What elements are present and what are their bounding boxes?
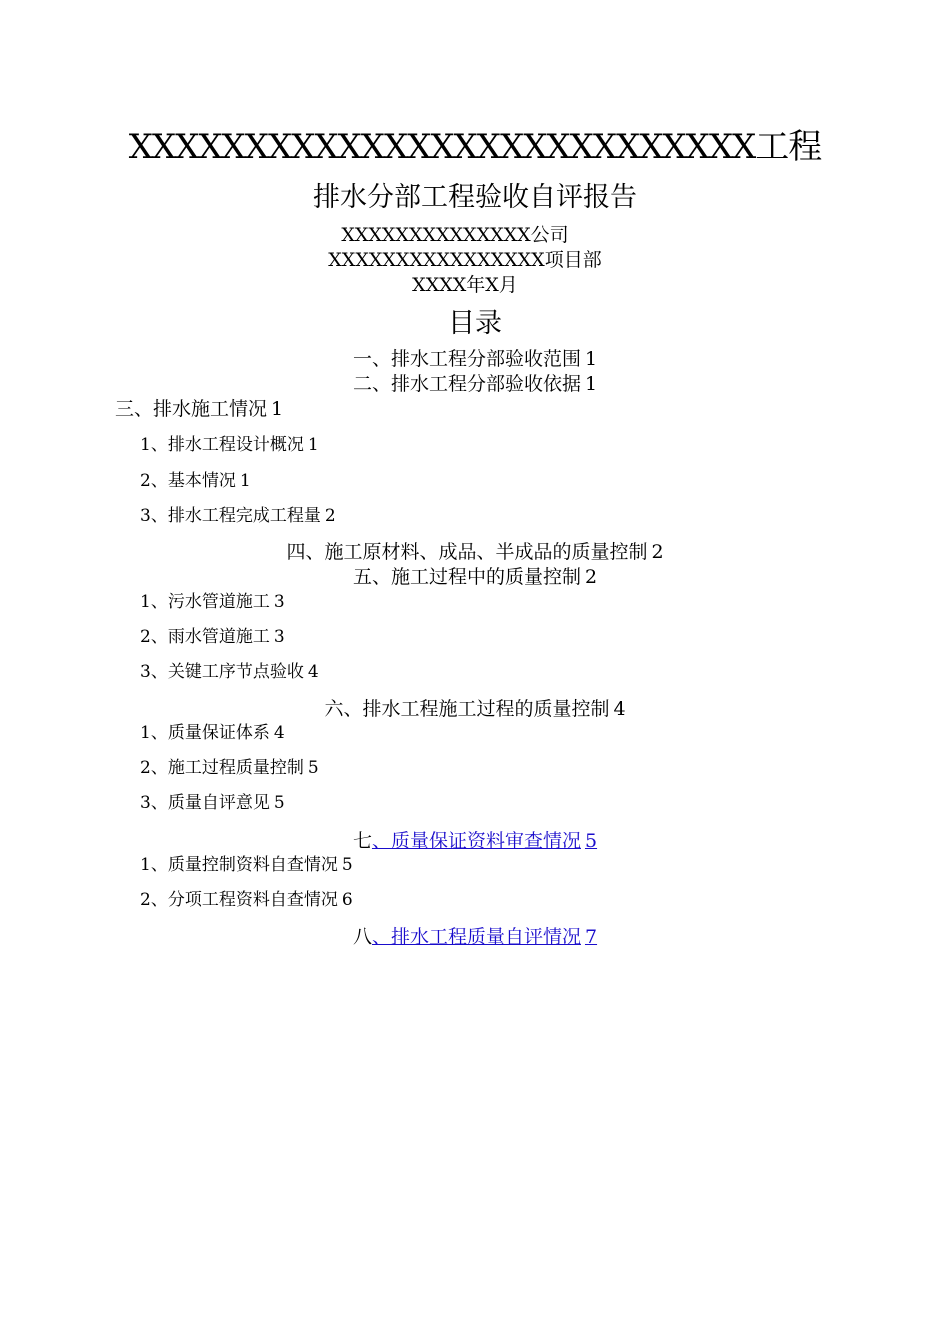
toc-entry-text: 2、施工过程质量控制 <box>140 758 304 778</box>
toc-entry-6-1[interactable] <box>140 725 285 742</box>
toc-page-number: 6 <box>341 890 353 910</box>
toc-entry-text: 1、质量保证体系 <box>140 723 270 743</box>
toc-entry-5[interactable] <box>0 568 950 587</box>
toc-entry-text: 2、基本情况 <box>140 471 236 491</box>
toc-page-number: 1 <box>307 435 319 455</box>
toc-entry-text: 1、污水管道施工 <box>140 592 270 612</box>
toc-page-number: 1 <box>239 471 251 491</box>
toc-page-number: 1 <box>584 348 598 370</box>
report-subtitle: 排水分部工程验收自评报告 <box>313 182 637 213</box>
toc-page-number: 4 <box>273 723 285 743</box>
toc-page-number: 3 <box>273 627 285 647</box>
toc-entry-text: 四、施工原材料、成品、半成品的质量控制 <box>286 541 648 563</box>
toc-page-number: 1 <box>584 373 598 395</box>
report-date: XXXX年X月 <box>412 274 518 296</box>
toc-page-number: 5 <box>341 855 353 875</box>
toc-entry-5-2[interactable] <box>140 629 285 646</box>
toc-entry-6-2[interactable] <box>140 760 319 777</box>
toc-page-number[interactable]: 5 <box>584 830 598 852</box>
toc-entry-7-1[interactable] <box>140 857 353 874</box>
toc-entry-text: 3、关键工序节点验收 <box>140 662 304 682</box>
toc-page-number: 2 <box>651 541 664 563</box>
toc-entry-text: 1、排水工程设计概况 <box>140 435 304 455</box>
toc-entry-7[interactable] <box>0 832 950 851</box>
toc-entry-6[interactable] <box>0 700 950 719</box>
toc-entry-3-1[interactable] <box>140 437 319 454</box>
company-name: XXXXXXXXXXXXXX公司 <box>341 224 569 246</box>
toc-entry-text: 3、排水工程完成工程量 <box>140 506 321 526</box>
toc-page-number: 5 <box>307 758 319 778</box>
toc-page-number: 5 <box>273 793 285 813</box>
toc-entry-text: 一、排水工程分部验收范围 <box>352 348 581 370</box>
toc-page-number: 2 <box>324 506 336 526</box>
toc-entry-3[interactable] <box>115 400 283 419</box>
toc-entry-8[interactable] <box>0 928 950 947</box>
toc-entry-3-3[interactable] <box>140 508 336 525</box>
toc-page-number: 1 <box>271 398 284 420</box>
toc-entry-5-3[interactable] <box>140 664 319 681</box>
toc-page-number: 4 <box>613 698 626 720</box>
toc-page-number: 2 <box>584 566 598 588</box>
toc-entry-7-2[interactable] <box>140 892 353 909</box>
toc-title: 目录 <box>448 308 502 339</box>
toc-entry-text: 2、雨水管道施工 <box>140 627 270 647</box>
toc-entry-4[interactable] <box>0 543 950 562</box>
toc-entry-prefix: 七 <box>352 830 372 852</box>
toc-entry-text: 六、排水工程施工过程的质量控制 <box>324 698 610 720</box>
toc-entry-text: 1、质量控制资料自查情况 <box>140 855 338 875</box>
toc-page-number: 3 <box>273 592 285 612</box>
toc-entry-link[interactable]: 、排水工程质量自评情况 <box>371 926 581 948</box>
toc-entry-text: 2、分项工程资料自查情况 <box>140 890 338 910</box>
toc-entry-prefix: 八 <box>352 926 372 948</box>
toc-entry-2[interactable] <box>0 375 950 394</box>
toc-entry-text: 五、施工过程中的质量控制 <box>352 566 581 588</box>
project-title: XXXXXXXXXXXXXXXXXXXXXXXXXXX工程 <box>128 127 822 167</box>
toc-entry-6-3[interactable] <box>140 795 285 812</box>
toc-entry-link[interactable]: 、质量保证资料审查情况 <box>371 830 581 852</box>
toc-page-number: 4 <box>307 662 319 682</box>
toc-entry-text: 三、排水施工情况 <box>115 398 268 420</box>
toc-entry-5-1[interactable] <box>140 594 285 611</box>
toc-entry-text: 3、质量自评意见 <box>140 793 270 813</box>
toc-page-number[interactable]: 7 <box>584 926 598 948</box>
toc-entry-3-2[interactable] <box>140 473 251 490</box>
toc-entry-1[interactable] <box>0 350 950 369</box>
project-department: XXXXXXXXXXXXXXXX项目部 <box>328 249 602 271</box>
toc-entry-text: 二、排水工程分部验收依据 <box>352 373 581 395</box>
